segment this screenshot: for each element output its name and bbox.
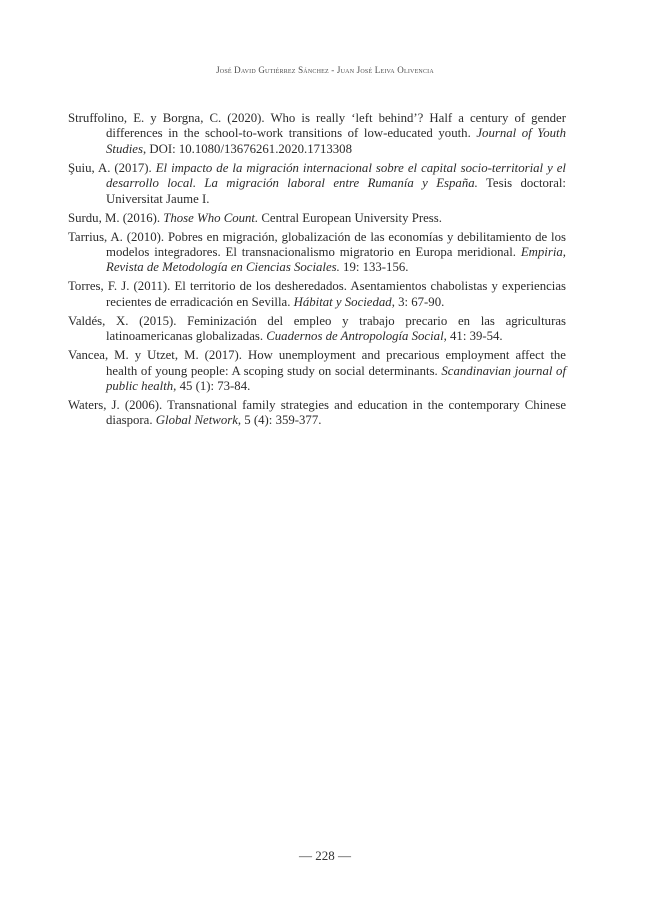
reference-text: Torres, F. J. (2011). El territorio de los desheredados. Asentamientos chabolistas y experiencias recientes de erradicación en Sevilla.: [68, 279, 566, 309]
reference-text: Waters, J. (2006). Transnational family strategies and education in the contemporary Chinese diaspora.: [68, 398, 566, 428]
reference-details: 19: 133-156.: [339, 260, 409, 275]
reference-source-title: Global Network: [155, 413, 238, 428]
running-head: José David Gutiérrez Sánchez - Juan José Leiva Olivencia: [216, 65, 434, 75]
reference-source-title: Empiria, Revista de Metodología en Ciencias Sociales.: [106, 245, 566, 275]
reference-entry: [68, 211, 566, 226]
reference-entry: [68, 161, 566, 207]
reference-source-title: El impacto de la migración internacional sobre el capital socio-territorial y el desarrollo local. La migración laboral entre Rumanía y España.: [106, 160, 566, 191]
reference-text: Valdés, X. (2015). Feminización del empleo y trabajo precario en las agriculturas latinoamericanas globalizadas.: [68, 313, 566, 344]
reference-details: 41: 39-54.: [446, 329, 503, 344]
reference-source-title: Hábitat y Sociedad: [293, 294, 392, 309]
reference-details: Tesis doctoral: Universitat Jaume I.: [106, 176, 566, 206]
reference-details: Central European University Press.: [258, 210, 442, 225]
reference-entry: [68, 230, 566, 276]
reference-entry: [68, 314, 566, 345]
reference-source-title: Cuadernos de Antropología Social,: [266, 329, 447, 344]
reference-list: [68, 111, 566, 432]
reference-entry: [68, 279, 566, 310]
reference-entry: [68, 398, 566, 429]
reference-text: Surdu, M. (2016).: [68, 210, 164, 225]
reference-details: , DOI: 10.1080/13676261.2020.1713308: [142, 141, 352, 156]
reference-source-title: Journal of Youth Studies: [106, 126, 566, 156]
reference-text: Tarrius, A. (2010). Pobres en migración, globalización de las economías y debilitamiento de los modelos integradores. El transnacionalismo migratorio en Europa meridional.: [68, 229, 566, 260]
reference-entry: [68, 111, 566, 157]
reference-details: , 3: 67-90.: [391, 294, 445, 309]
reference-text: Şuiu, A. (2017).: [68, 160, 156, 175]
reference-source-title: Those Who Count.: [163, 210, 259, 225]
reference-text: Struffolino, E. y Borgna, C. (2020). Who is really ‘left behind’? Half a century of gender differences in the school-to-work transitions of low-educated youth.: [68, 111, 566, 141]
reference-details: , 5 (4): 359-377.: [237, 413, 322, 428]
reference-text: Vancea, M. y Utzet, M. (2017). How unemployment and precarious employment affect the health of young people: A scoping study on social determinants.: [68, 348, 566, 378]
page-number: — 228 —: [299, 848, 351, 863]
reference-entry: [68, 348, 566, 394]
reference-details: , 45 (1): 73-84.: [173, 379, 251, 394]
reference-source-title: Scandinavian journal of public health: [106, 363, 567, 394]
